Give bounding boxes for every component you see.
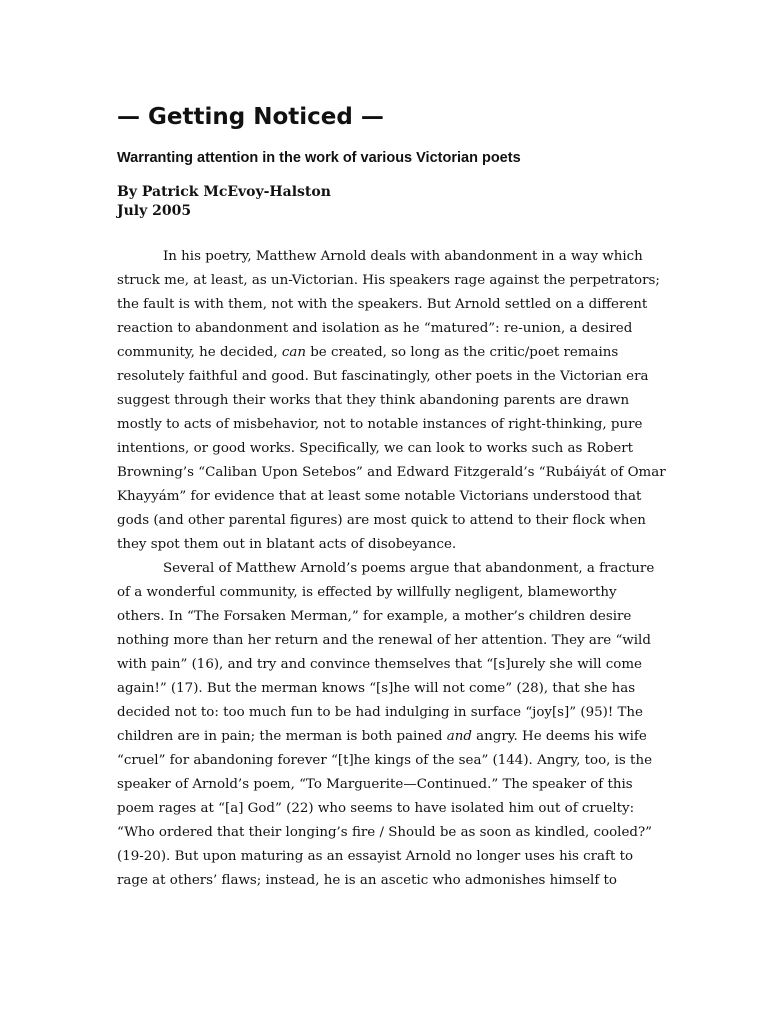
body-line bbox=[117, 725, 657, 749]
body-line: rage at others’ flaws; instead, he is an ascetic who admonishes himself to bbox=[117, 873, 617, 888]
body-line: decided not to: too much fun to be had indulging in surface “joy[s]” (95)! The bbox=[117, 705, 643, 720]
body-line: the fault is with them, not with the speakers. But Arnold settled on a different bbox=[117, 297, 648, 312]
body-line: they spot them out in blatant acts of disobeyance. bbox=[117, 537, 457, 552]
body-line: intentions, or good works. Specifically, we can look to works such as Robert bbox=[117, 441, 634, 456]
body-line: resolutely faithful and good. But fascinatingly, other poets in the Victorian era bbox=[117, 369, 649, 384]
body-line: Browning’s “Caliban Upon Setebos” and Edward Fitzgerald’s “Rubáiyát of Omar bbox=[117, 465, 666, 480]
body-line-text: community, he decided, bbox=[117, 345, 282, 360]
author-name: By Patrick McEvoy-Halston bbox=[117, 184, 331, 200]
body-line: of a wonderful community, is effected by willfully negligent, blameworthy bbox=[117, 585, 617, 600]
body-line: with pain” (16), and try and convince themselves that “[s]urely she will come bbox=[117, 657, 642, 672]
body-line: “cruel” for abandoning forever “[t]he kings of the sea” (144). Angry, too, is the bbox=[117, 753, 652, 768]
body-line: “Who ordered that their longing’s fire / Should be as soon as kindled, cooled?” bbox=[117, 825, 652, 840]
body-line: again!” (17). But the merman knows “[s]he will not come” (28), that she has bbox=[117, 681, 636, 696]
body-line-text: angry. He deems his wife bbox=[471, 729, 647, 744]
document-subtitle: Warranting attention in the work of various Victorian poets bbox=[117, 150, 521, 166]
body-line: mostly to acts of misbehavior, not to notable instances of right-thinking, pure bbox=[117, 417, 643, 432]
body-line: In his poetry, Matthew Arnold deals with abandonment in a way which bbox=[163, 249, 643, 264]
body-line: suggest through their works that they think abandoning parents are drawn bbox=[117, 393, 630, 408]
body-line-text: be created, so long as the critic/poet remains bbox=[305, 345, 619, 360]
body-line: (19-20). But upon maturing as an essayist Arnold no longer uses his craft to bbox=[117, 849, 634, 864]
body-line: others. In “The Forsaken Merman,” for example, a mother’s children desire bbox=[117, 609, 632, 624]
body-line: Several of Matthew Arnold’s poems argue that abandonment, a fracture bbox=[163, 561, 655, 576]
byline bbox=[117, 183, 331, 221]
body-line: poem rages at “[a] God” (22) who seems to have isolated him out of cruelty: bbox=[117, 801, 635, 816]
emphasized-word: can bbox=[281, 345, 306, 360]
body-line: speaker of Arnold’s poem, “To Marguerite—Continued.” The speaker of this bbox=[117, 777, 633, 792]
body-line: gods (and other parental figures) are most quick to attend to their flock when bbox=[117, 513, 646, 528]
body-line: Khayyám” for evidence that at least some notable Victorians understood that bbox=[117, 489, 642, 504]
body-line: struck me, at least, as un-Victorian. His speakers rage against the perpetrators; bbox=[117, 273, 660, 288]
publication-date: July 2005 bbox=[117, 203, 192, 219]
body-line: reaction to abandonment and isolation as he “matured”: re-union, a desired bbox=[117, 321, 633, 336]
emphasized-word: and bbox=[446, 729, 472, 744]
body-line bbox=[117, 341, 657, 365]
body-line: nothing more than her return and the renewal of her attention. They are “wild bbox=[117, 633, 651, 648]
document-title: — Getting Noticed — bbox=[117, 104, 384, 130]
body-line-text: children are in pain; the merman is both pained bbox=[117, 729, 447, 744]
essay-body bbox=[117, 245, 666, 893]
